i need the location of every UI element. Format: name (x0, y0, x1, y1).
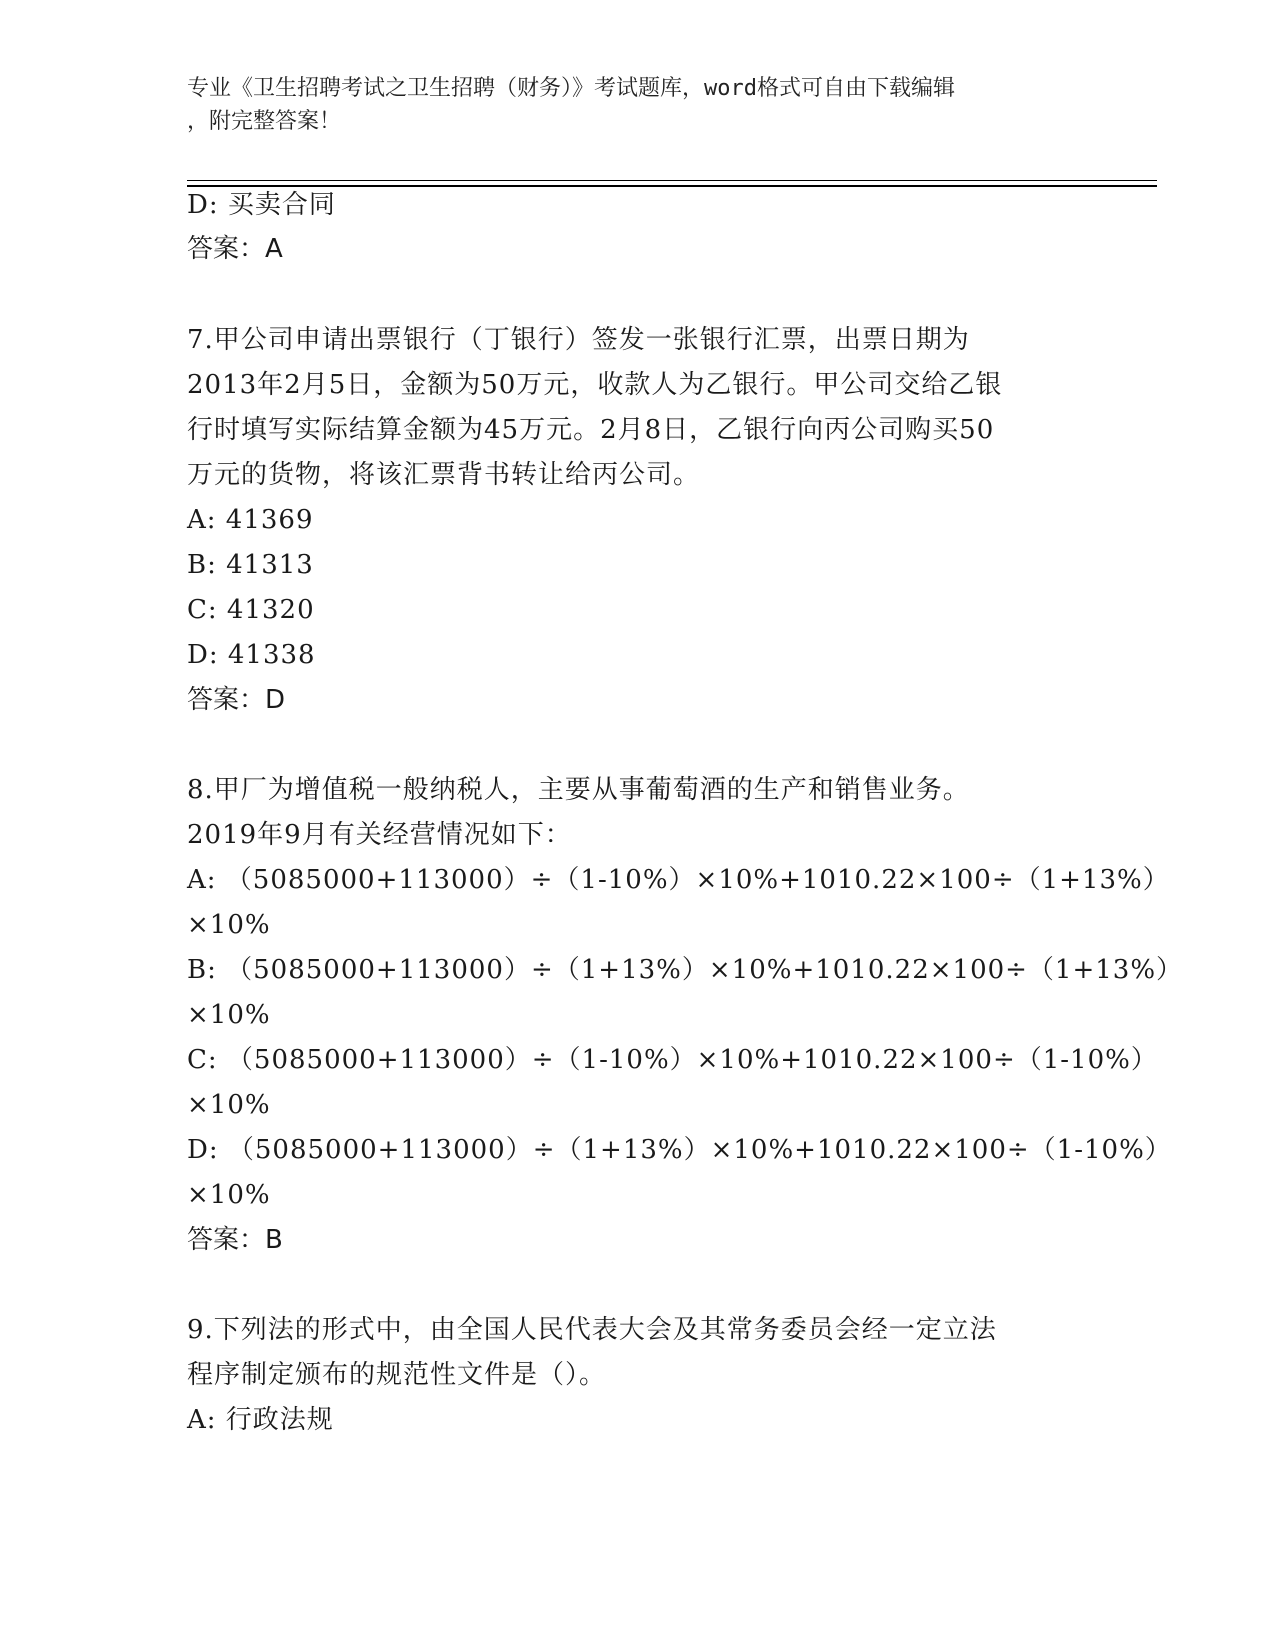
q8-option-c-continued: ×10% (187, 1090, 271, 1120)
q7-answer: 答案：D (187, 685, 286, 715)
q6-answer: 答案：A (187, 234, 283, 264)
q7-stem-line-1: 7.甲公司申请出票银行（丁银行）签发一张银行汇票，出票日期为 (187, 325, 970, 355)
header-divider-thin (187, 180, 1157, 181)
q8-option-b-continued: ×10% (187, 1000, 271, 1030)
q8-stem-line-1: 8.甲厂为增值税一般纳税人，主要从事葡萄酒的生产和销售业务。 (187, 775, 970, 805)
header-title-line: 专业《卫生招聘考试之卫生招聘（财务）》考试题库，word格式可自由下载编辑 (187, 76, 955, 101)
q9-stem-line-1: 9.下列法的形式中，由全国人民代表大会及其常务委员会经一定立法 (187, 1315, 997, 1345)
q7-option-a: A: 41369 (187, 505, 314, 535)
q6-option-d: D: 买卖合同 (187, 190, 336, 220)
q8-answer: 答案：B (187, 1225, 283, 1255)
q8-option-a-continued: ×10% (187, 910, 271, 940)
q7-stem-line-2: 2013年2月5日，金额为50万元，收款人为乙银行。甲公司交给乙银 (187, 370, 1003, 400)
q8-option-b: B: （5085000+113000）÷（1+13%）×10%+1010.22×100÷（1+13%） (187, 955, 1184, 985)
q8-option-c: C: （5085000+113000）÷（1-10%）×10%+1010.22×100÷（1-10%） (187, 1045, 1158, 1075)
q7-option-b: B: 41313 (187, 550, 314, 580)
q8-stem-line-2: 2019年9月有关经营情况如下： (187, 820, 572, 850)
q9-option-a: A: 行政法规 (187, 1405, 334, 1435)
document-header (187, 72, 1067, 138)
q8-option-d: D: （5085000+113000）÷（1+13%）×10%+1010.22×100÷（1-10%） (187, 1135, 1172, 1165)
q7-option-c: C: 41320 (187, 595, 315, 625)
q7-stem-line-4: 万元的货物，将该汇票背书转让给丙公司。 (187, 460, 701, 490)
q9-stem-line-2: 程序制定颁布的规范性文件是（）。 (187, 1360, 607, 1390)
q7-stem-line-3: 行时填写实际结算金额为45万元。2月8日，乙银行向丙公司购买50 (187, 415, 995, 445)
q8-option-a: A: （5085000+113000）÷（1-10%）×10%+1010.22×100÷（1+13%） (187, 865, 1170, 895)
q8-option-d-continued: ×10% (187, 1180, 271, 1210)
header-title-line-continued: ，附完整答案！ (187, 109, 342, 134)
q7-option-d: D: 41338 (187, 640, 316, 670)
